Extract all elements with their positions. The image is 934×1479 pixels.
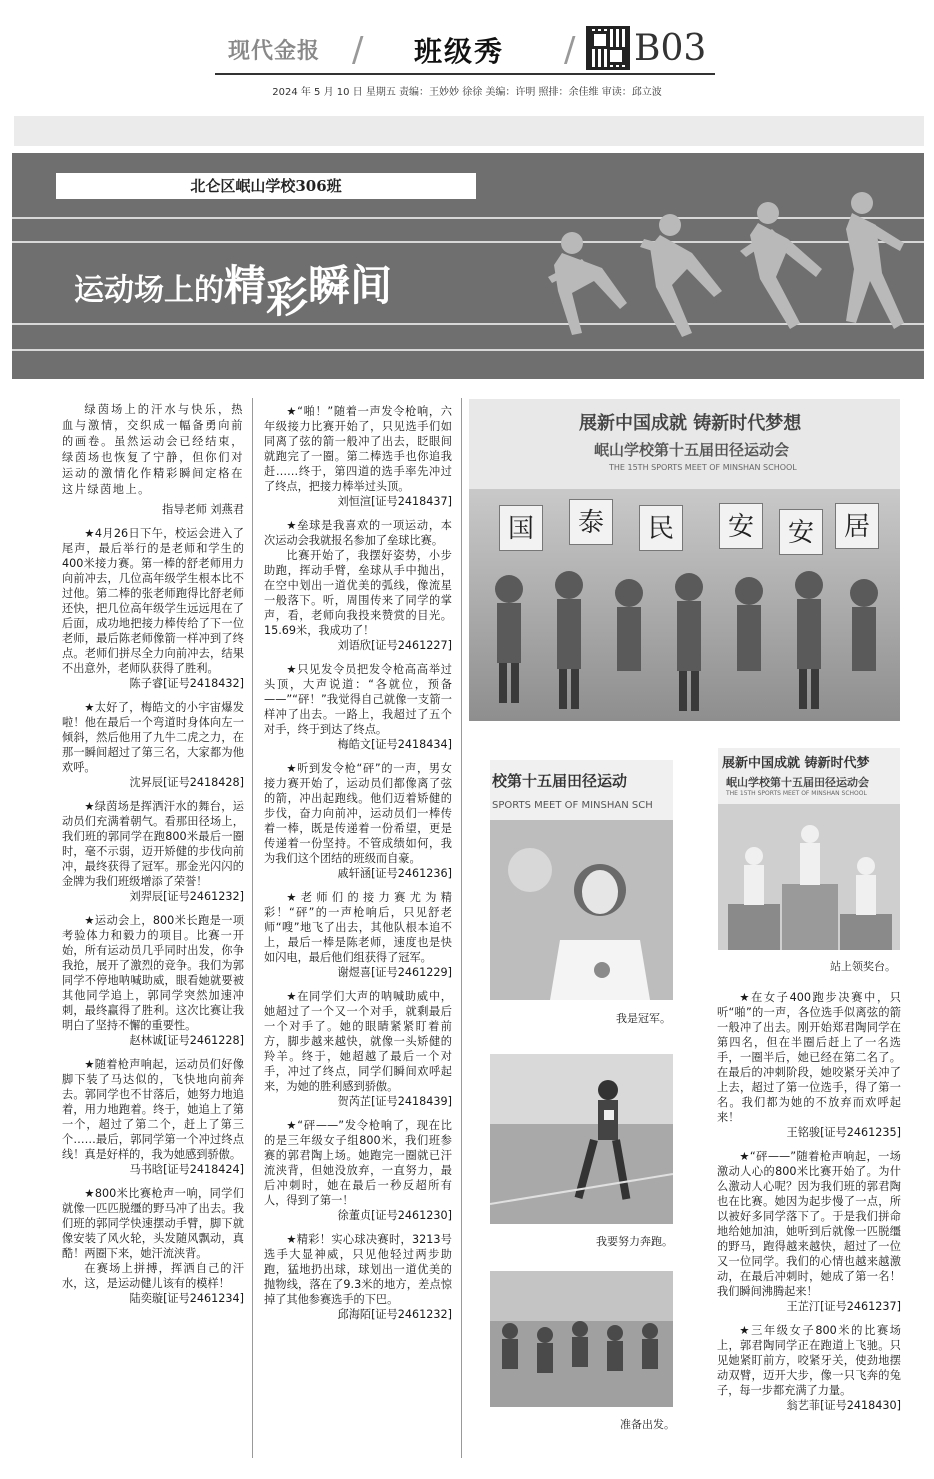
photo-caption: 我要努力奔跑。 bbox=[596, 1235, 673, 1248]
masthead-rule bbox=[215, 73, 715, 75]
character-card: 安 bbox=[719, 503, 763, 549]
article-text: ★4月26日下午，校运会进入了尾声，最后举行的是老师和学生的400米接力赛。第一棒的舒老师用力向前冲去，几位高年级学生根本比不过他。第二棒的张老师跑得比舒老师还快，把几位高年级学生远远甩在了后面，成功地把接力棒传给了下一位老师，最后陈老师像箭一样冲到了终点。老师们拼尽全力向前冲去，结果不出意外，老师队获得了胜利。 bbox=[62, 527, 244, 675]
article-text: ★“砰——”发令枪响了，现在比的是三年级女子组800米，我们班参赛的郭君陶上场。她跑完一圈就已汗流浃背，但她没放弃，一直努力，最后冲刺时，她在最后一秒反超所有人，得到了第一！ bbox=[264, 1119, 452, 1207]
photo-sign: 岷山学校第十五届田径运动会 bbox=[726, 776, 869, 789]
column-4 bbox=[717, 990, 901, 1422]
article-text: ★只见发令员把发令枪高高举过头顶，大声说道：“各就位，预备——”“砰！”我觉得自己就像一支箭一样冲了出去。一路上，我超过了五个对手，终于到达了终点。 bbox=[264, 663, 452, 736]
byline: 徐董贞[证号2461230] bbox=[337, 1209, 452, 1222]
section-title: 班级秀 bbox=[414, 35, 505, 68]
byline: 戚轩涵[证号2461236] bbox=[337, 867, 452, 880]
byline: 翁艺菲[证号2418430] bbox=[786, 1399, 901, 1412]
photo-sign: 展新中国成就 铸新时代梦 bbox=[722, 756, 870, 771]
byline: 陆奕璇[证号2461234] bbox=[129, 1292, 244, 1305]
photo-sign: SPORTS MEET OF MINSHAN SCH bbox=[492, 800, 653, 811]
photo-runner-figure bbox=[490, 1054, 673, 1224]
photo-slogan: THE 15TH SPORTS MEET OF MINSHAN SCHOOL bbox=[609, 463, 797, 472]
byline: 刘恒渲[证号2418437] bbox=[337, 495, 452, 508]
article-text: ★三年级女子800米的比赛场上，郭君陶同学正在跑道上飞驰。只见她紧盯前方，咬紧牙关，使劲地摆动双臂，迈开大步，像一只飞奔的兔子，每一步都充满了力量。 bbox=[717, 1324, 901, 1397]
banner bbox=[12, 153, 924, 379]
school-name: 北仑区岷山学校306班 bbox=[56, 173, 476, 199]
article-text: ★在同学们大声的呐喊助威中，她超过了一个又一个对手，就剩最后一个对手了。她的眼睛紧紧盯着前方，脚步越来越快，就像一头矫健的羚羊。终于，她超越了最后一个对手，冲过了终点，同学们瞬间欢呼起来，为她的胜利感到骄傲。 bbox=[264, 990, 452, 1093]
article-text: ★听到发令枪“砰”的一声，男女接力赛开始了，运动员们都像离了弦的箭，冲出起跑线。他们迈着矫健的步伐，奋力向前冲，运动员们一棒传着一棒，既是传递着一份希望，更是传递着一份坚持。不管成绩如何，我为我们这个团结的班级而自豪。 bbox=[264, 762, 452, 865]
article-text: 比赛开始了，我摆好姿势，小步助跑，挥动手臂，垒球从手中抛出，在空中划出一道优美的弧线，像流星一般落下。听，周围传来了同学的掌声，看，老师向我投来赞赏的目光。15.69米，我成功了！ bbox=[264, 549, 452, 637]
column-2 bbox=[264, 404, 452, 1331]
character-card: 国 bbox=[499, 505, 543, 551]
byline: 谢煜喜[证号2461229] bbox=[337, 966, 452, 979]
article-text: ★太好了，梅皓文的小宇宙爆发啦！他在最后一个弯道时身体向左一倾斜，然后他用了九牛二虎之力，在那一瞬间超过了第三名，大家都为他欢呼。 bbox=[62, 701, 244, 774]
banner-title bbox=[74, 253, 393, 322]
byline: 王芷汀[证号2461237] bbox=[786, 1300, 901, 1313]
article-text: ★“啪！”随着一声发令枪响，六年级接力比赛开始了，只见选手们如同离了弦的箭一般冲了出去，眨眼间就跑完了一圈。第二棒选手也你追我赶……终于，第四道的选手率先冲过了终点，把接力棒举过头顶。 bbox=[264, 405, 452, 493]
divider-slash: / bbox=[564, 30, 576, 70]
photo-girl-figure bbox=[490, 820, 673, 1000]
article-text: ★绿茵场是挥洒汗水的舞台，运动员们充满着朝气。看那田径场上，我们班的郭同学在跑800米最后一圈时，毫不示弱，迈开矫健的步伐向前冲，最终获得了冠军。那金光闪闪的金牌为我们班级增添了荣誉！ bbox=[62, 800, 244, 888]
photo-students-figures bbox=[469, 559, 900, 721]
masthead bbox=[0, 22, 934, 72]
byline: 刘语欣[证号2461227] bbox=[337, 639, 452, 652]
byline: 刘羿辰[证号2461232] bbox=[129, 890, 244, 903]
character-card: 居 bbox=[835, 503, 879, 549]
title-part: 精 bbox=[224, 261, 267, 310]
byline: 邱海陌[证号2461232] bbox=[337, 1308, 452, 1321]
byline: 沈昇辰[证号2418428] bbox=[129, 776, 244, 789]
title-part: 间 bbox=[350, 261, 393, 310]
byline: 王铭骏[证号2461235] bbox=[786, 1126, 901, 1139]
article-text: ★随着枪声响起，运动员们好像脚下装了马达似的，飞快地向前奔去。郭同学也不甘落后，她努力地追着，用力地跑着。终于，她追上了第一个，超过了第二个，赶上了第三个……最后，郭同学第一个冲过终点线！真是好样的，我为她感到骄傲。 bbox=[62, 1058, 244, 1161]
column-rule bbox=[252, 398, 253, 1458]
photo-opening-ceremony bbox=[469, 399, 900, 721]
photo-character-cards bbox=[499, 499, 879, 559]
photo-caption: 准备出发。 bbox=[620, 1418, 675, 1431]
photo-sign: THE 15TH SPORTS MEET OF MINSHAN SCHOOL bbox=[726, 790, 867, 797]
byline: 贺芮芷[证号2418439] bbox=[337, 1095, 452, 1108]
article-text: ★运动会上，800米长跑是一项考验体力和毅力的项目。比赛一开始，所有运动员几乎同时出发，你争我抢，展开了激烈的竞争。我们为郭同学不停地呐喊助威，眼看她就要被其他同学追上，郭同学突然加速冲刺，最终赢得了胜利。这次比赛让我明白了坚持不懈的重要性。 bbox=[62, 914, 244, 1032]
byline: 指导老师 刘燕君 bbox=[162, 503, 244, 516]
grey-band bbox=[14, 116, 924, 146]
article-text: ★在女子400跑步决赛中，只听“啪”的一声，各位选手似离弦的箭一般冲了出去。刚开始郑君陶同学在第四名，但在半圈后赶上了一名选手，一圈半后，她已经在第二名了。在最后的冲刺阶段，她咬紧牙关冲了上去，超过了第一位选手，得了第一名。我们都为她的不放弃而欢呼起来！ bbox=[717, 991, 901, 1124]
byline: 赵林诚[证号2461228] bbox=[129, 1034, 244, 1047]
article-text: 在赛场上拼搏，挥洒自己的汗水，这，是运动健儿该有的模样！ bbox=[62, 1262, 244, 1290]
title-part: 彩 bbox=[266, 273, 309, 322]
article-text: ★800米比赛枪声一响，同学们就像一匹匹脱缰的野马冲了出去。我们班的郭同学快速摆动手臂，脚下就像安装了风火轮，头发随风飘动，真酷！两圈下来，她汗流浃背。 bbox=[62, 1187, 244, 1260]
photo-slogan: 岷山学校第十五届田径运动会 bbox=[594, 441, 790, 459]
column-1 bbox=[62, 402, 244, 1315]
character-card: 安 bbox=[779, 509, 823, 555]
photo-podium bbox=[718, 748, 900, 950]
page-number: B03 bbox=[634, 28, 707, 69]
photo-running bbox=[490, 1054, 673, 1224]
character-card: 民 bbox=[639, 505, 683, 551]
photo-crowd-figures bbox=[490, 1271, 673, 1407]
photo-champion bbox=[490, 760, 673, 1000]
divider-slash: / bbox=[352, 30, 364, 70]
byline: 马书晗[证号2418424] bbox=[129, 1163, 244, 1176]
credits-line: 2024 年 5 月 10 日 星期五 责编：王妙妙 徐徐 美编：许明 照排：余佳维 审读：邱立波 bbox=[272, 87, 662, 98]
intro-text: 绿茵场上的汗水与快乐，热血与激情，交织成一幅备勇向前的画卷。虽然运动会已经结束，绿茵场也恢复了宁静，但你们对运动的激情化作精彩瞬间定格在这片绿茵地上。 bbox=[62, 403, 244, 496]
title-part: 运动场上的 bbox=[74, 273, 224, 308]
photo-caption: 我是冠军。 bbox=[616, 1012, 671, 1025]
byline: 陈子睿[证号2418432] bbox=[129, 677, 244, 690]
byline: 梅皓文[证号2418434] bbox=[337, 738, 452, 751]
article-text: ★“砰——”随着枪声响起，一场激动人心的800米比赛开始了。为什么激动人心呢？因为我们班的郭君陶也在比赛。她因为起步慢了一点，所以被好多同学落下了。于是我们拼命地给她加油，她听到后就像一匹脱缰的野马，跑得越来越快，超过了一位又一位同学。我们的心情也越来越激动，在最后冲刺时，她成了第一名！我们瞬间沸腾起来！ bbox=[717, 1150, 901, 1298]
title-part: 瞬 bbox=[308, 261, 351, 310]
photo-podium-figures bbox=[718, 804, 900, 950]
qr-code-icon bbox=[586, 26, 630, 70]
photo-caption: 站上领奖台。 bbox=[830, 960, 896, 973]
runners-silhouette-icon bbox=[532, 173, 912, 353]
photo-ready bbox=[490, 1271, 673, 1407]
paper-name: 现代金报 bbox=[228, 38, 321, 64]
column-rule bbox=[461, 398, 462, 1458]
article-text: ★精彩！实心球决赛时，3213号选手大显神威，只见他轻过两步助跑，猛地扔出球，球划出一道优美的抛物线，落在了9.3米的地方，差点惊掉了其他参赛选手的下巴。 bbox=[264, 1233, 452, 1306]
photo-sign: 校第十五届田径运动 bbox=[492, 772, 628, 790]
article-text: ★老师们的接力赛尤为精彩！“砰”的一声枪响后，只见舒老师“嗖”地飞了出去，其他队根本追不上，最后一棒是陈老师，速度也是快如闪电，最后他们组获得了冠军。 bbox=[264, 891, 452, 964]
article-text: ★垒球是我喜欢的一项运动，本次运动会我就报名参加了垒球比赛。 bbox=[264, 519, 452, 547]
character-card: 泰 bbox=[569, 499, 613, 545]
photo-slogan: 展新中国成就 铸新时代梦想 bbox=[579, 413, 802, 434]
